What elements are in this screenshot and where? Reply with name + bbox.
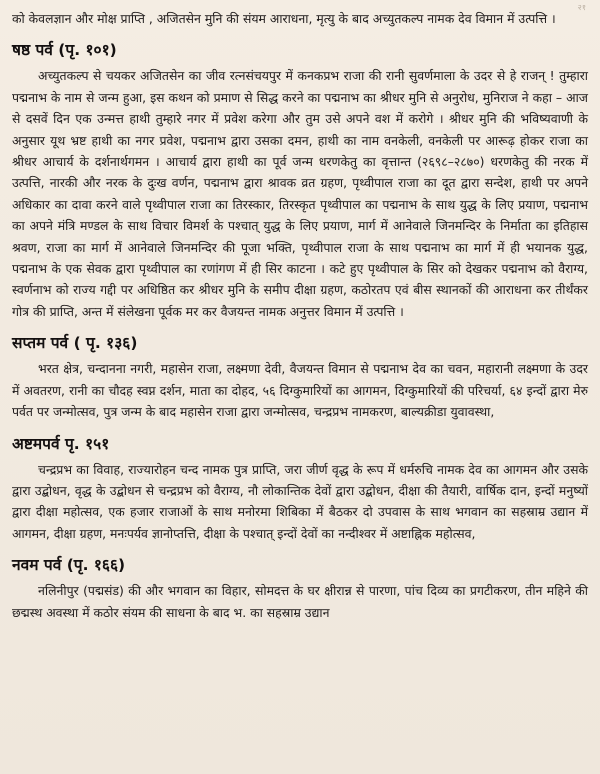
section-body: चन्द्रप्रभ का विवाह, राज्यारोहन चन्द नामक पुत्र प्राप्ति, जरा जीर्ण वृद्ध के रूप में धर्मरुचि नामक देव का आगमन और उसके द्वारा उद्बोधन, वृद्ध के उद्बोधन से चन्द्रप्रभ को वैराग्य, नौ लोकान्तिक देवों द्वारा उद्बोधन, दीक्षा की तैयारी, वार्षिक दान, इन्दों मनुष्यों द्वारा दीक्षा महोत्सव, एक हजार राजाओं के साथ मनोरमा शिबिका में बैठकर दो उपवास के साथ भगवान का सहस्राम्र उद्यान में आगमन, दीक्षा ग्रहण, मनःपर्यव ज्ञानोप्तत्ति, दीक्षा के पश्चात् इन्दों देवों का नन्दीश्वर में अष्टाह्निक महोत्सव, [12, 461, 588, 541]
section-heading: अष्टमपर्व पृ. १५१ [12, 434, 110, 453]
section-body: नलिनीपुर (पद्मसंड) की और भगवान का विहार, सोमदत्त के घर क्षीरान्न से पारणा, पांच दिव्य का प्रगटीकरण, तीन महिने की छद्मस्थ अवस्था में कठोर संयम की साधना के बाद भ. का सहस्राम्र उद्यान [12, 583, 588, 620]
section-navam-parv [12, 554, 588, 623]
section-shashth-parv [12, 39, 588, 322]
section-heading: षष्ठ पर्व (पृ. १०१) [12, 41, 117, 60]
page-corner-number: २१ [577, 3, 586, 12]
section-saptam-parv [12, 332, 588, 422]
section-heading: नवम पर्व (पृ. १६६) [12, 556, 126, 575]
section-body: भरत क्षेत्र, चन्दानना नगरी, महासेन राजा, लक्ष्मणा देवी, वैजयन्त विमान से पद्मनाभ देव का चवन, महारानी लक्ष्मणा के उदर में अवतरण, रानी का चौदह स्वप्न दर्शन, माता का दोहद, ५६ दिग्कुमारियों का आगमन, दिग्कुमारियों की परिचर्या, ६४ इन्दों द्वारा मेरु पर्वत पर जन्मोत्सव, पुत्र जन्म के बाद महासेन राजा द्वारा जन्मोत्सव, चन्द्रप्रभ नामकरण, बाल्यक्रीडा युवावस्था, [12, 361, 588, 420]
section-heading: सप्तम पर्व ( पृ. १३६) [12, 334, 138, 353]
section-body: अच्युतकल्प से चयकर अजितसेन का जीव रत्नसंचयपुर में कनकप्रभ राजा की रानी सुवर्णमाला के उदर से हे राजन् ! तुम्हारा पद्मनाभ के नाम से जन्म हुआ, इस कथन को प्रमाण से सिद्ध करने का पद्मनाभ का श्रीधर मुनि से अनुरोध, मुनिराज ने कहा – आज से दसवें दिन एक उन्मत्त हाथी तुम्हारे नगर में प्रवेश करेगा और तुम उसे अपने वश में करोगे । श्रीधर मुनि की भविष्यवाणी के अनुसार यूथ भ्रष्ट हाथी का नगर प्रवेश, पद्मनाभ द्वारा उसका दमन, हाथी का नाम वनकेली, वनकेली पर आरूढ़ होकर राजा का श्रीधर आचार्य के दर्शनार्थगमन । आचार्य द्वारा हाथी का पूर्व जन्म धरणकेतु का वृत्तान्त (२६९८–२८७०) धरणकेतु की नरक में उत्पत्ति, नारकी और नरक के दुःख वर्णन, पद्मनाभ द्वारा श्रावक व्रत ग्रहण, पृथ्वीपाल राजा का दूत द्वारा सन्देश, हाथी पर अपने अधिकार का दावा करने वाले पृथ्वीपाल राजा का तिरस्कार, तिरस्कृत पृथ्वीपाल का पद्मनाभ के साथ युद्ध के लिए प्रयाण, पद्मनाभ का अपने मंत्रि मण्डल के साथ विचार विमर्श के पश्चात् युद्ध के लिए प्रयाण, मार्ग में आनेवाले जिनमन्दिर के निर्माता का इतिहास श्रवण, राजा का मार्ग में आनेवाले जिनमन्दिर की पूजा भक्ति, पृथ्वीपाल राजा के साथ पद्मनाभ का मार्ग में ही भयानक युद्ध, पद्मनाभ के एक सेवक द्वारा पृथ्वीपाल का रणांगण में ही सिर काटना । कटे हुए पृथ्वीपाल के सिर को देखकर पद्मनाभ को वैराग्य, स्वर्णनाभ को राज्य गद्दी पर अधिष्ठित कर श्रीधर मुनि के समीप दीक्षा ग्रहण, कठोरतप एवं बीस स्थानकों की आराधना कर तीर्थंकर गोत्र की प्राप्ति, अन्त में संलेखना पूर्वक मर कर वैजयन्त नामक अनुत्तर विमान में उत्पत्ति । [12, 68, 588, 319]
intro-paragraph: को केवलज्ञान और मोक्ष प्राप्ति , अजितसेन मुनि की संयम आराधना, मृत्यु के बाद अच्युतकल्प नामक देव विमान में उत्पत्ति । [12, 11, 556, 26]
section-ashtam-parv [12, 433, 588, 545]
